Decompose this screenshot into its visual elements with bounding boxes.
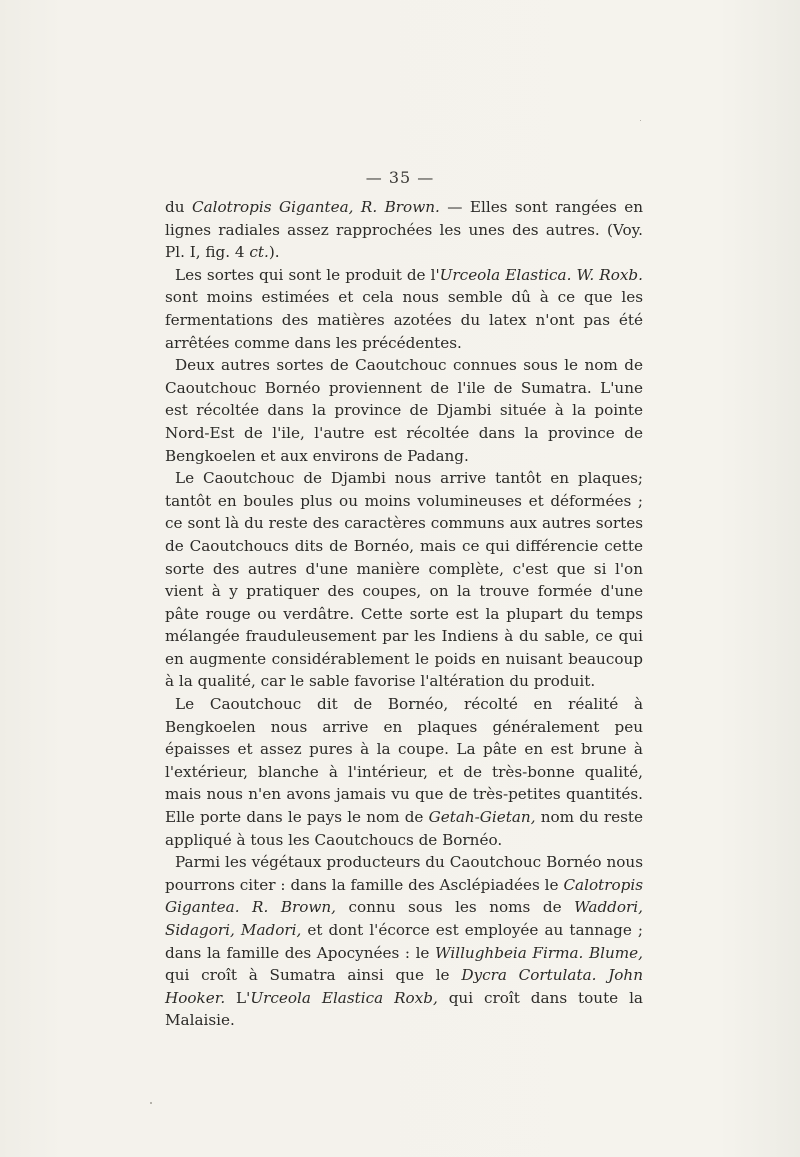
text-run: du xyxy=(165,198,192,216)
figure-ref: ct. xyxy=(249,243,269,262)
text-run: L' xyxy=(225,988,251,1007)
text-run: Parmi les végétaux producteurs du Caoutchouc Bornéo nous pourrons citer : dans la famille des Asclépiadées le xyxy=(165,853,643,894)
text-run: connu sous les noms de xyxy=(336,898,575,917)
text-run: Le Caoutchouc dit de Bornéo, récolté en réalité à Bengkoelen nous arrive en plaques généralement peu épaisses et assez pures à la coupe. La pâte en est brune à l'extérieur, blanche à l'intérieur, et de très-bonne qualité, mais nous n'en avons jamais vu que de très-petites quantités. Elle porte dans le pays le nom de xyxy=(165,695,643,827)
text-run: — Elles sont rangées en lignes radiales assez rapprochées les unes des autres. (Voy. Pl. I, fig. 4 xyxy=(165,198,643,262)
local-name: Getah-Gietan, xyxy=(428,808,536,827)
text-run: sont moins estimées et cela nous semble dû à ce que les fermentations des matières azotées du latex n'ont pas été arrêtées comme dans les précédentes. xyxy=(165,288,643,352)
text-run: qui croît à Sumatra ainsi que le xyxy=(165,966,462,985)
species-name: Urceola Elastica. W. Roxb. xyxy=(439,265,643,284)
text-run: Le Caoutchouc de Djambi nous arrive tantôt en plaques; tantôt en boules plus ou moins volumineuses et déformées ; ce sont là du reste des caractères communs aux autres sortes de Caoutchoucs dits de Bornéo, mais ce qui différencie cette sorte des autres d'une manière complète, c'est que si l'on vient à y pratiquer des coupes, on la trouve formée d'une pâte rouge ou verdâtre. Cette sorte est la plupart du temps mélangée frauduleusement par les Indiens à du sable, ce qui en augmente considérablement le poids en nuisant beaucoup à la qualité, car le sable favorise l'altération du produit. xyxy=(165,469,643,691)
paper-speck xyxy=(640,120,641,121)
text-run: qui croît dans toute la Malaisie. xyxy=(165,988,643,1030)
paragraph-6 xyxy=(165,851,643,1032)
page-number: — 35 — xyxy=(365,168,435,187)
paragraph-2 xyxy=(165,264,643,354)
species-name: Willughbeia Firma. Blume, xyxy=(435,943,643,962)
text-run: Deux autres sortes de Caoutchouc connues sous le nom de Caoutchouc Bornéo proviennent de l'ile de Sumatra. L'une est récoltée dans la province de Djambi située à la pointe Nord-Est de l'ile, l'autre est récoltée dans la province de Bengkoelen et aux environs de Padang. xyxy=(165,356,643,465)
species-name: Dycra Cortulata. John Hooker. xyxy=(165,966,643,1007)
paragraph-5 xyxy=(165,693,643,851)
body-text xyxy=(165,196,643,1032)
paragraph-3 xyxy=(165,354,643,467)
species-name: Urceola Elastica Roxb, xyxy=(250,988,438,1007)
species-name: Calotropis Gigantea. R. Brown, xyxy=(165,875,643,917)
paper-speck xyxy=(150,1102,152,1104)
species-name: Calotropis Gigantea, R. Brown. xyxy=(191,198,440,216)
local-name: Waddori, Sidagori, Madori, xyxy=(165,898,643,939)
text-run: et dont l'écorce est employée au tannage ; dans la famille des Apocynées : le xyxy=(165,921,643,962)
text-run: Les sortes qui sont le produit de l' xyxy=(175,265,440,284)
text-run: nom du reste appliqué à tous les Caoutchoucs de Bornéo. xyxy=(165,808,644,849)
text-run: ). xyxy=(268,243,280,262)
paragraph-4 xyxy=(165,467,643,693)
paragraph-1 xyxy=(165,196,643,264)
